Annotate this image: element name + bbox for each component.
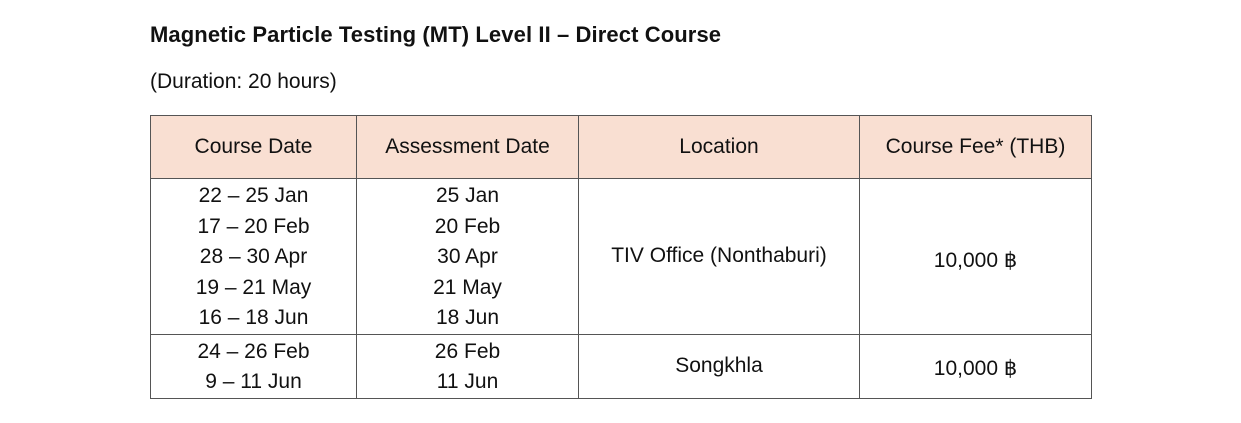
- assessment-date: 11 Jun: [436, 370, 499, 393]
- course-dates-cell: [151, 334, 357, 398]
- table-row: [151, 334, 1092, 398]
- course-date: 22 – 25 Jan: [198, 184, 309, 207]
- header-course-date: Course Date: [151, 116, 357, 179]
- header-assessment-date: Assessment Date: [357, 116, 579, 179]
- assessment-date: 18 Jun: [435, 306, 500, 329]
- location-cell: Songkhla: [579, 334, 860, 398]
- assessment-date: 20 Feb: [434, 214, 501, 238]
- course-schedule-table: [150, 115, 1092, 399]
- location-cell: TIV Office (Nonthaburi): [579, 179, 860, 335]
- course-date: 19 – 21 May: [195, 275, 312, 299]
- header-course-fee: Course Fee* (THB): [860, 116, 1092, 179]
- course-duration: (Duration: 20 hours): [150, 70, 337, 93]
- course-date: 24 – 26 Feb: [197, 339, 310, 363]
- assessment-date: 21 May: [433, 275, 502, 299]
- fee-cell: 10,000 ฿: [860, 334, 1092, 398]
- course-dates-cell: [151, 179, 357, 335]
- document-title: Magnetic Particle Testing (MT) Level II – Direct Course: [150, 22, 722, 47]
- course-date: 17 – 20 Feb: [197, 214, 310, 238]
- assessment-date: 25 Jan: [435, 184, 500, 207]
- course-date: 16 – 18 Jun: [198, 306, 309, 329]
- assessment-date: 26 Feb: [434, 339, 501, 363]
- assessment-dates-cell: [357, 179, 579, 335]
- course-date: 28 – 30 Apr: [199, 245, 308, 268]
- table-header-row: [151, 116, 1092, 179]
- course-date: 9 – 11 Jun: [205, 370, 302, 393]
- assessment-dates-cell: [357, 334, 579, 398]
- header-location: Location: [579, 116, 860, 179]
- table-row: [151, 179, 1092, 335]
- fee-cell: 10,000 ฿: [860, 179, 1092, 335]
- assessment-date: 30 Apr: [437, 245, 498, 268]
